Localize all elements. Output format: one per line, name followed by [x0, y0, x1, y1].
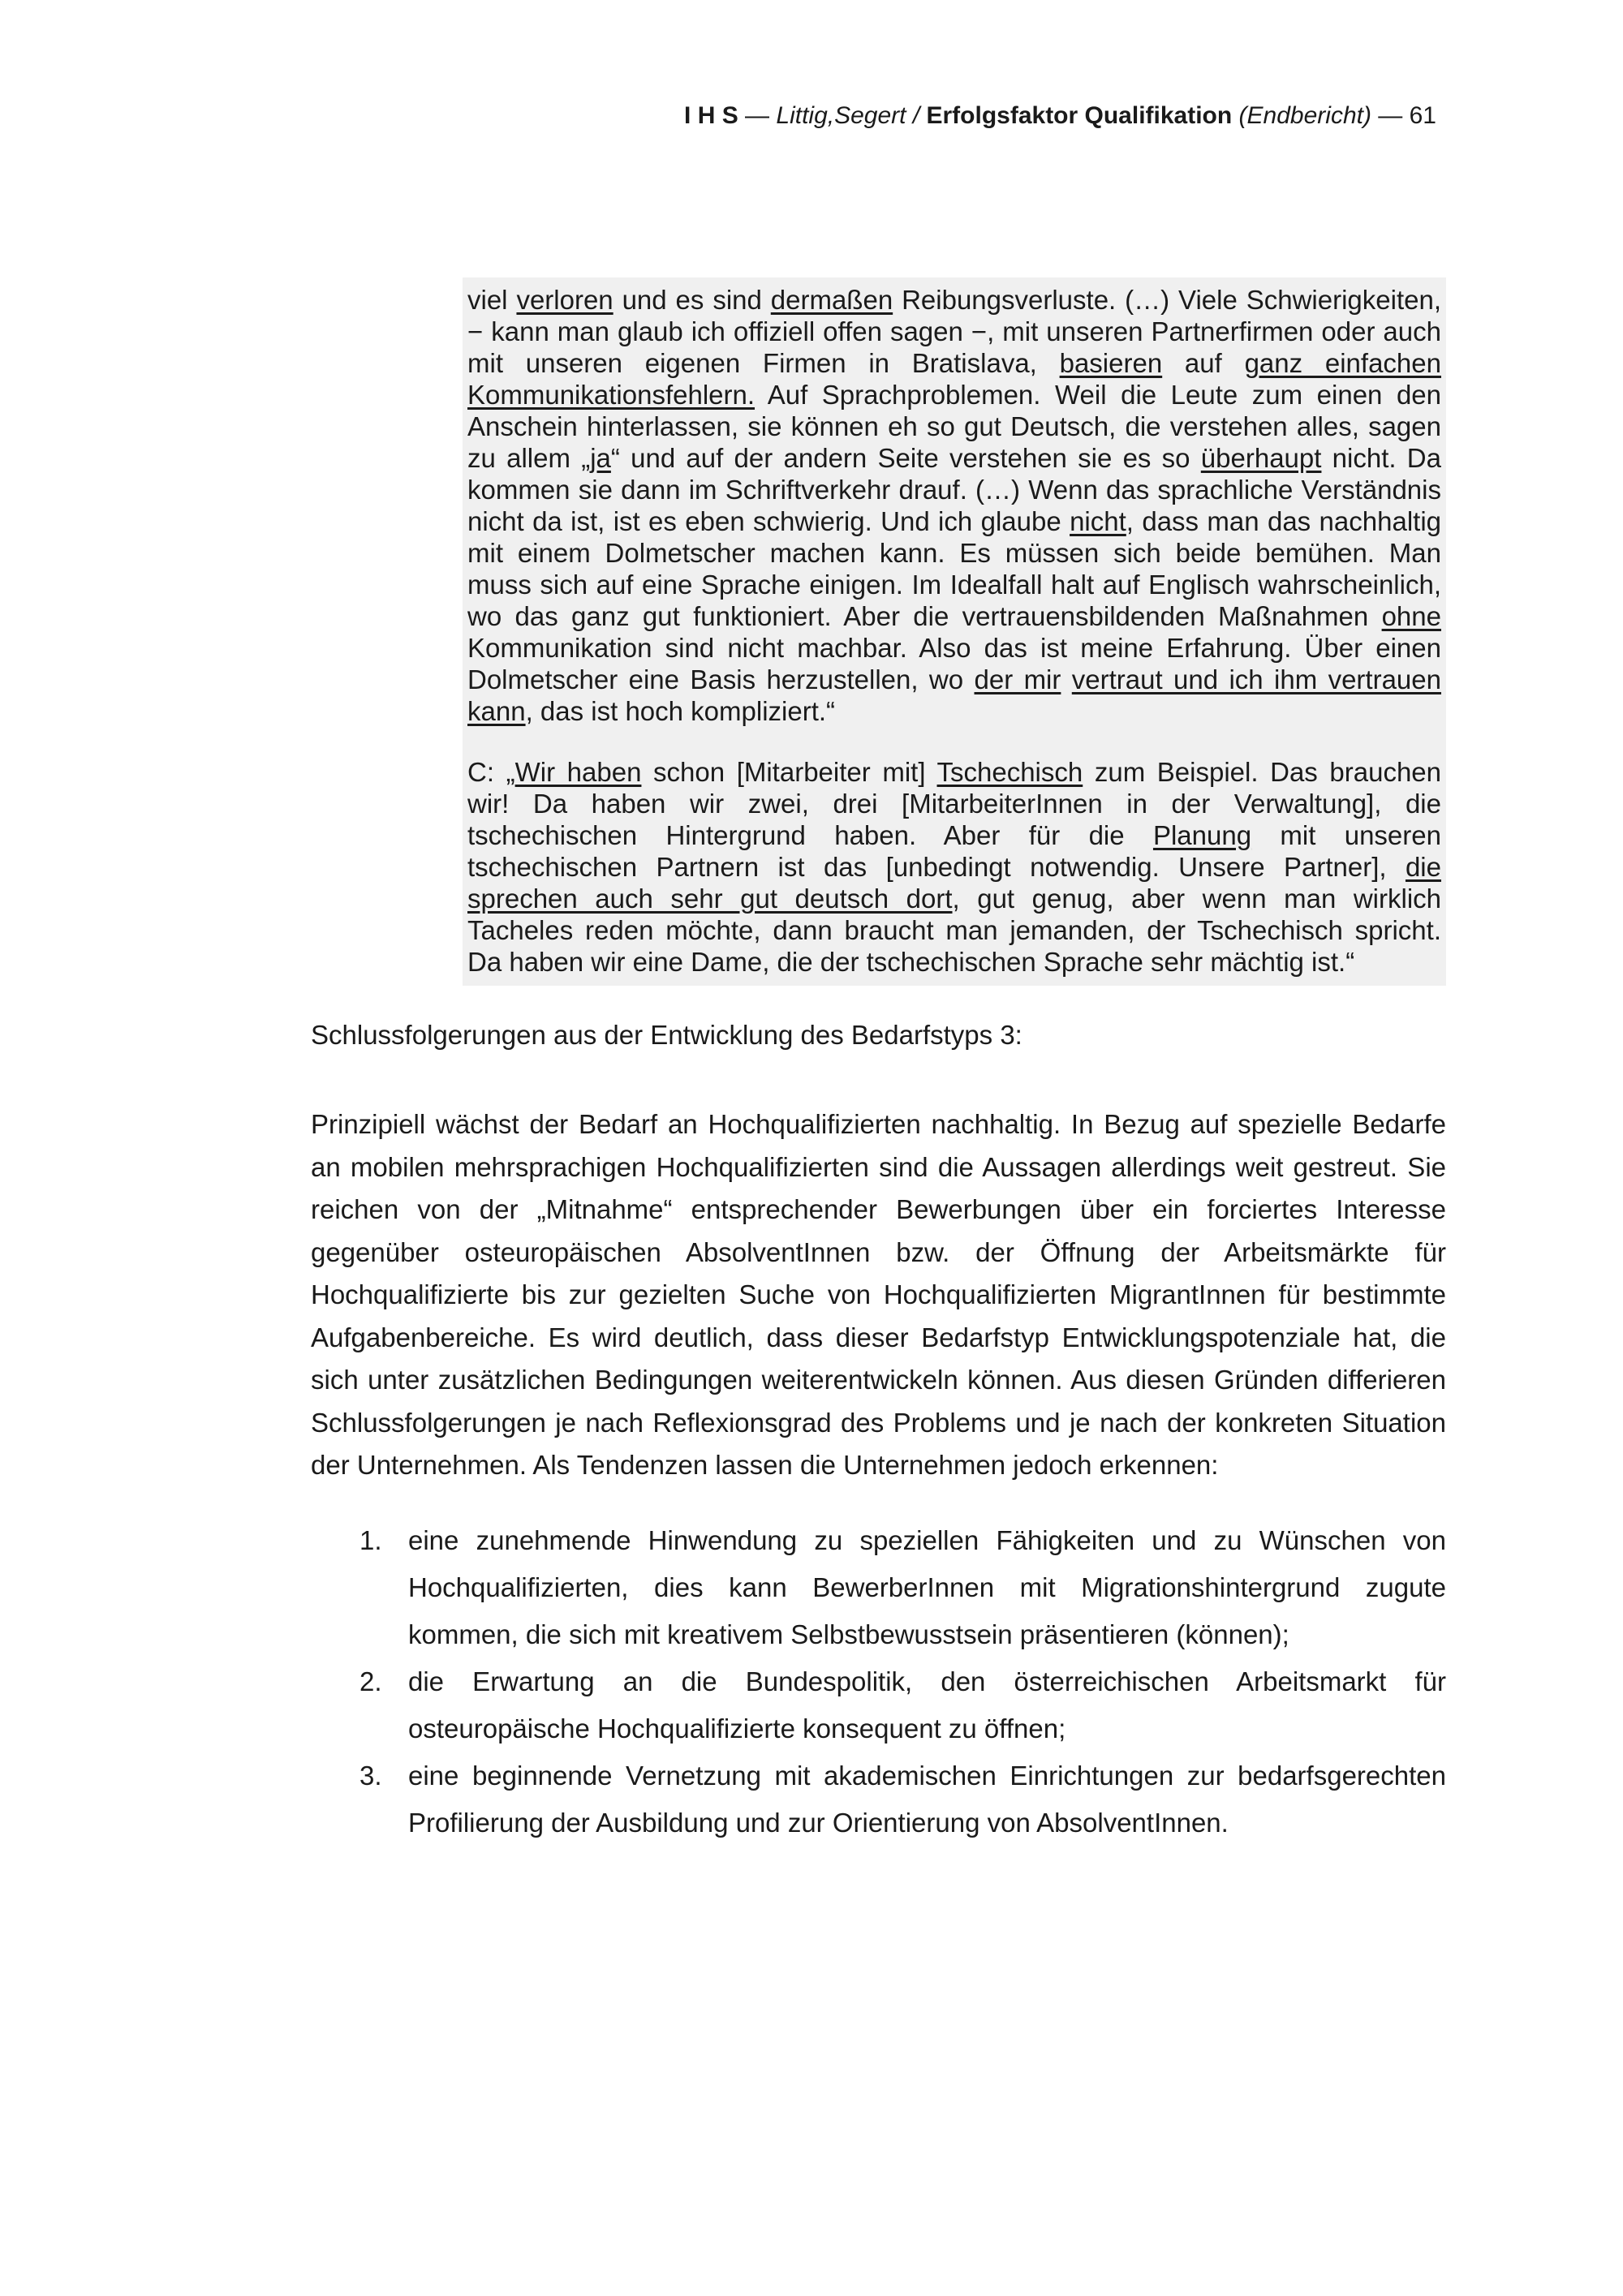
list-item-number: 3. [359, 1761, 382, 1791]
underlined-emphasis: ja [590, 443, 611, 473]
conclusions-list [311, 1517, 1446, 1847]
underlined-emphasis: die sprechen auch sehr gut deutsch dort [467, 852, 1441, 914]
underlined-emphasis: Tschechisch [936, 757, 1083, 787]
underlined-emphasis: ganz einfachen Kommunikationsfehlern. [467, 348, 1441, 410]
list-item-number: 1. [359, 1525, 382, 1555]
header-dash: — [738, 102, 777, 129]
body-paragraph-text: Prinzipiell wächst der Bedarf an Hochqualifizierten nachhaltig. In Bezug auf spezielle Bedarfe an mobilen mehrsprachigen Hochqualifizierten sind die Aussagen allerdings weit gestreut. Sie reichen von der „Mitnahme“ entsprechender Bewerbungen über ein forciertes Interesse gegenüber osteuropäischen AbsolventInnen bzw. der Öffnung der Arbeitsmärkte für Hochqualifizierte bis zur gezielten Suche von Hochqualifizierten MigrantInnen für bestimmte Aufgabenbereiche. Es wird deutlich, dass dieser Bedarfstyp Entwicklungspotenziale hat, die sich unter zusätzlichen Bedingungen weiterentwickeln können. Aus diesen Gründen differieren Schlussfolgerungen je nach Reflexionsgrad des Problems und je nach der konkreten Situation der Unternehmen. Als Tendenzen lassen die Unternehmen jedoch erkennen: [311, 1109, 1446, 1480]
list-item-text: eine zunehmende Hinwendung zu speziellen Fähigkeiten und zu Wünschen von Hochqualifizierten, dies kann BewerberInnen mit Migrationshintergrund zugute kommen, die sich mit kreativem Selbstbewusstsein präsentieren (können); [408, 1525, 1446, 1649]
header-org: I H S [684, 102, 738, 129]
list-item [311, 1658, 1446, 1752]
list-item-number: 2. [359, 1666, 382, 1696]
underlined-emphasis: basieren [1059, 348, 1163, 378]
interview-quote-block [463, 277, 1446, 986]
list-item [311, 1752, 1446, 1847]
list-item-text: eine beginnende Vernetzung mit akademischen Einrichtungen zur bedarfsgerechten Profilierung der Ausbildung und zur Orientierung von AbsolventInnen. [408, 1761, 1446, 1838]
underlined-emphasis: Wir haben [514, 757, 642, 787]
underlined-emphasis: ohne [1381, 601, 1441, 631]
section-subheading: Schlussfolgerungen aus der Entwicklung des Bedarfstyps 3: [311, 1020, 1022, 1050]
header-authors: Littig,Segert / [776, 102, 920, 129]
underlined-emphasis: überhaupt [1200, 443, 1322, 473]
underlined-emphasis: Planung [1152, 820, 1252, 850]
body-paragraph [311, 1103, 1446, 1487]
list-item-text: die Erwartung an die Bundespolitik, den österreichischen Arbeitsmarkt für osteuropäische Hochqualifizierte konsequent zu öffnen; [408, 1666, 1446, 1743]
underlined-emphasis: der mir [974, 664, 1061, 694]
underlined-emphasis: dermaßen [770, 285, 893, 315]
underlined-emphasis: verloren [516, 285, 613, 315]
running-header [684, 102, 1436, 130]
underlined-emphasis: vertraut und ich ihm vertrauen kann [467, 664, 1441, 726]
header-title: Erfolgsfaktor Qualifikation [919, 102, 1239, 129]
underlined-emphasis: nicht [1070, 506, 1126, 536]
list-item [311, 1517, 1446, 1658]
quote-paragraph-2: C: „Wir haben schon [Mitarbeiter mit] Tschechisch zum Beispiel. Das brauchen wir! Da haben wir zwei, drei [MitarbeiterInnen in der Verwaltung], die tschechischen Hintergrund haben. Aber für die Planung mit unseren tschechischen Partnern ist das [unbedingt notwendig. Unsere Partner], die sprechen auch sehr gut deutsch dort, gut genug, aber wenn man wirklich Tacheles reden möchte, dann braucht man jemanden, der Tschechisch spricht. Da haben wir eine Dame, die der tschechischen Sprache sehr mächtig ist.“ [467, 757, 1442, 977]
quote-paragraph-1: viel verloren und es sind dermaßen Reibungsverluste. (…) Viele Schwierigkeiten, − kann man glaub ich offiziell offen sagen −, mit unseren Partnerfirmen oder auch mit unseren eigenen Firmen in Bratislava, basieren auf ganz einfachen Kommunikationsfehlern. Auf Sprachproblemen. Weil die Leute zum einen den Anschein hinterlassen, sie können eh so gut Deutsch, die verstehen alles, sagen zu allem „ja“ und auf der andern Seite verstehen sie es so überhaupt nicht. Da kommen sie dann im Schriftverkehr drauf. (…) Wenn das sprachliche Verständnis nicht da ist, ist es eben schwierig. Und ich glaube nicht, dass man das nachhaltig mit einem Dolmetscher machen kann. Es müssen sich beide bemühen. Man muss sich auf eine Sprache einigen. Im Idealfall halt auf Englisch wahrscheinlich, wo das ganz gut funktioniert. Aber die vertrauensbildenden Maßnahmen ohne Kommunikation sind nicht machbar. Also das ist meine Erfahrung. Über einen Dolmetscher eine Basis herzustellen, wo der mir vertraut und ich ihm vertrauen kann, das ist hoch kompliziert.“ [467, 285, 1441, 726]
header-page-number: — 61 [1371, 102, 1436, 129]
header-report: (Endbericht) [1238, 102, 1371, 129]
